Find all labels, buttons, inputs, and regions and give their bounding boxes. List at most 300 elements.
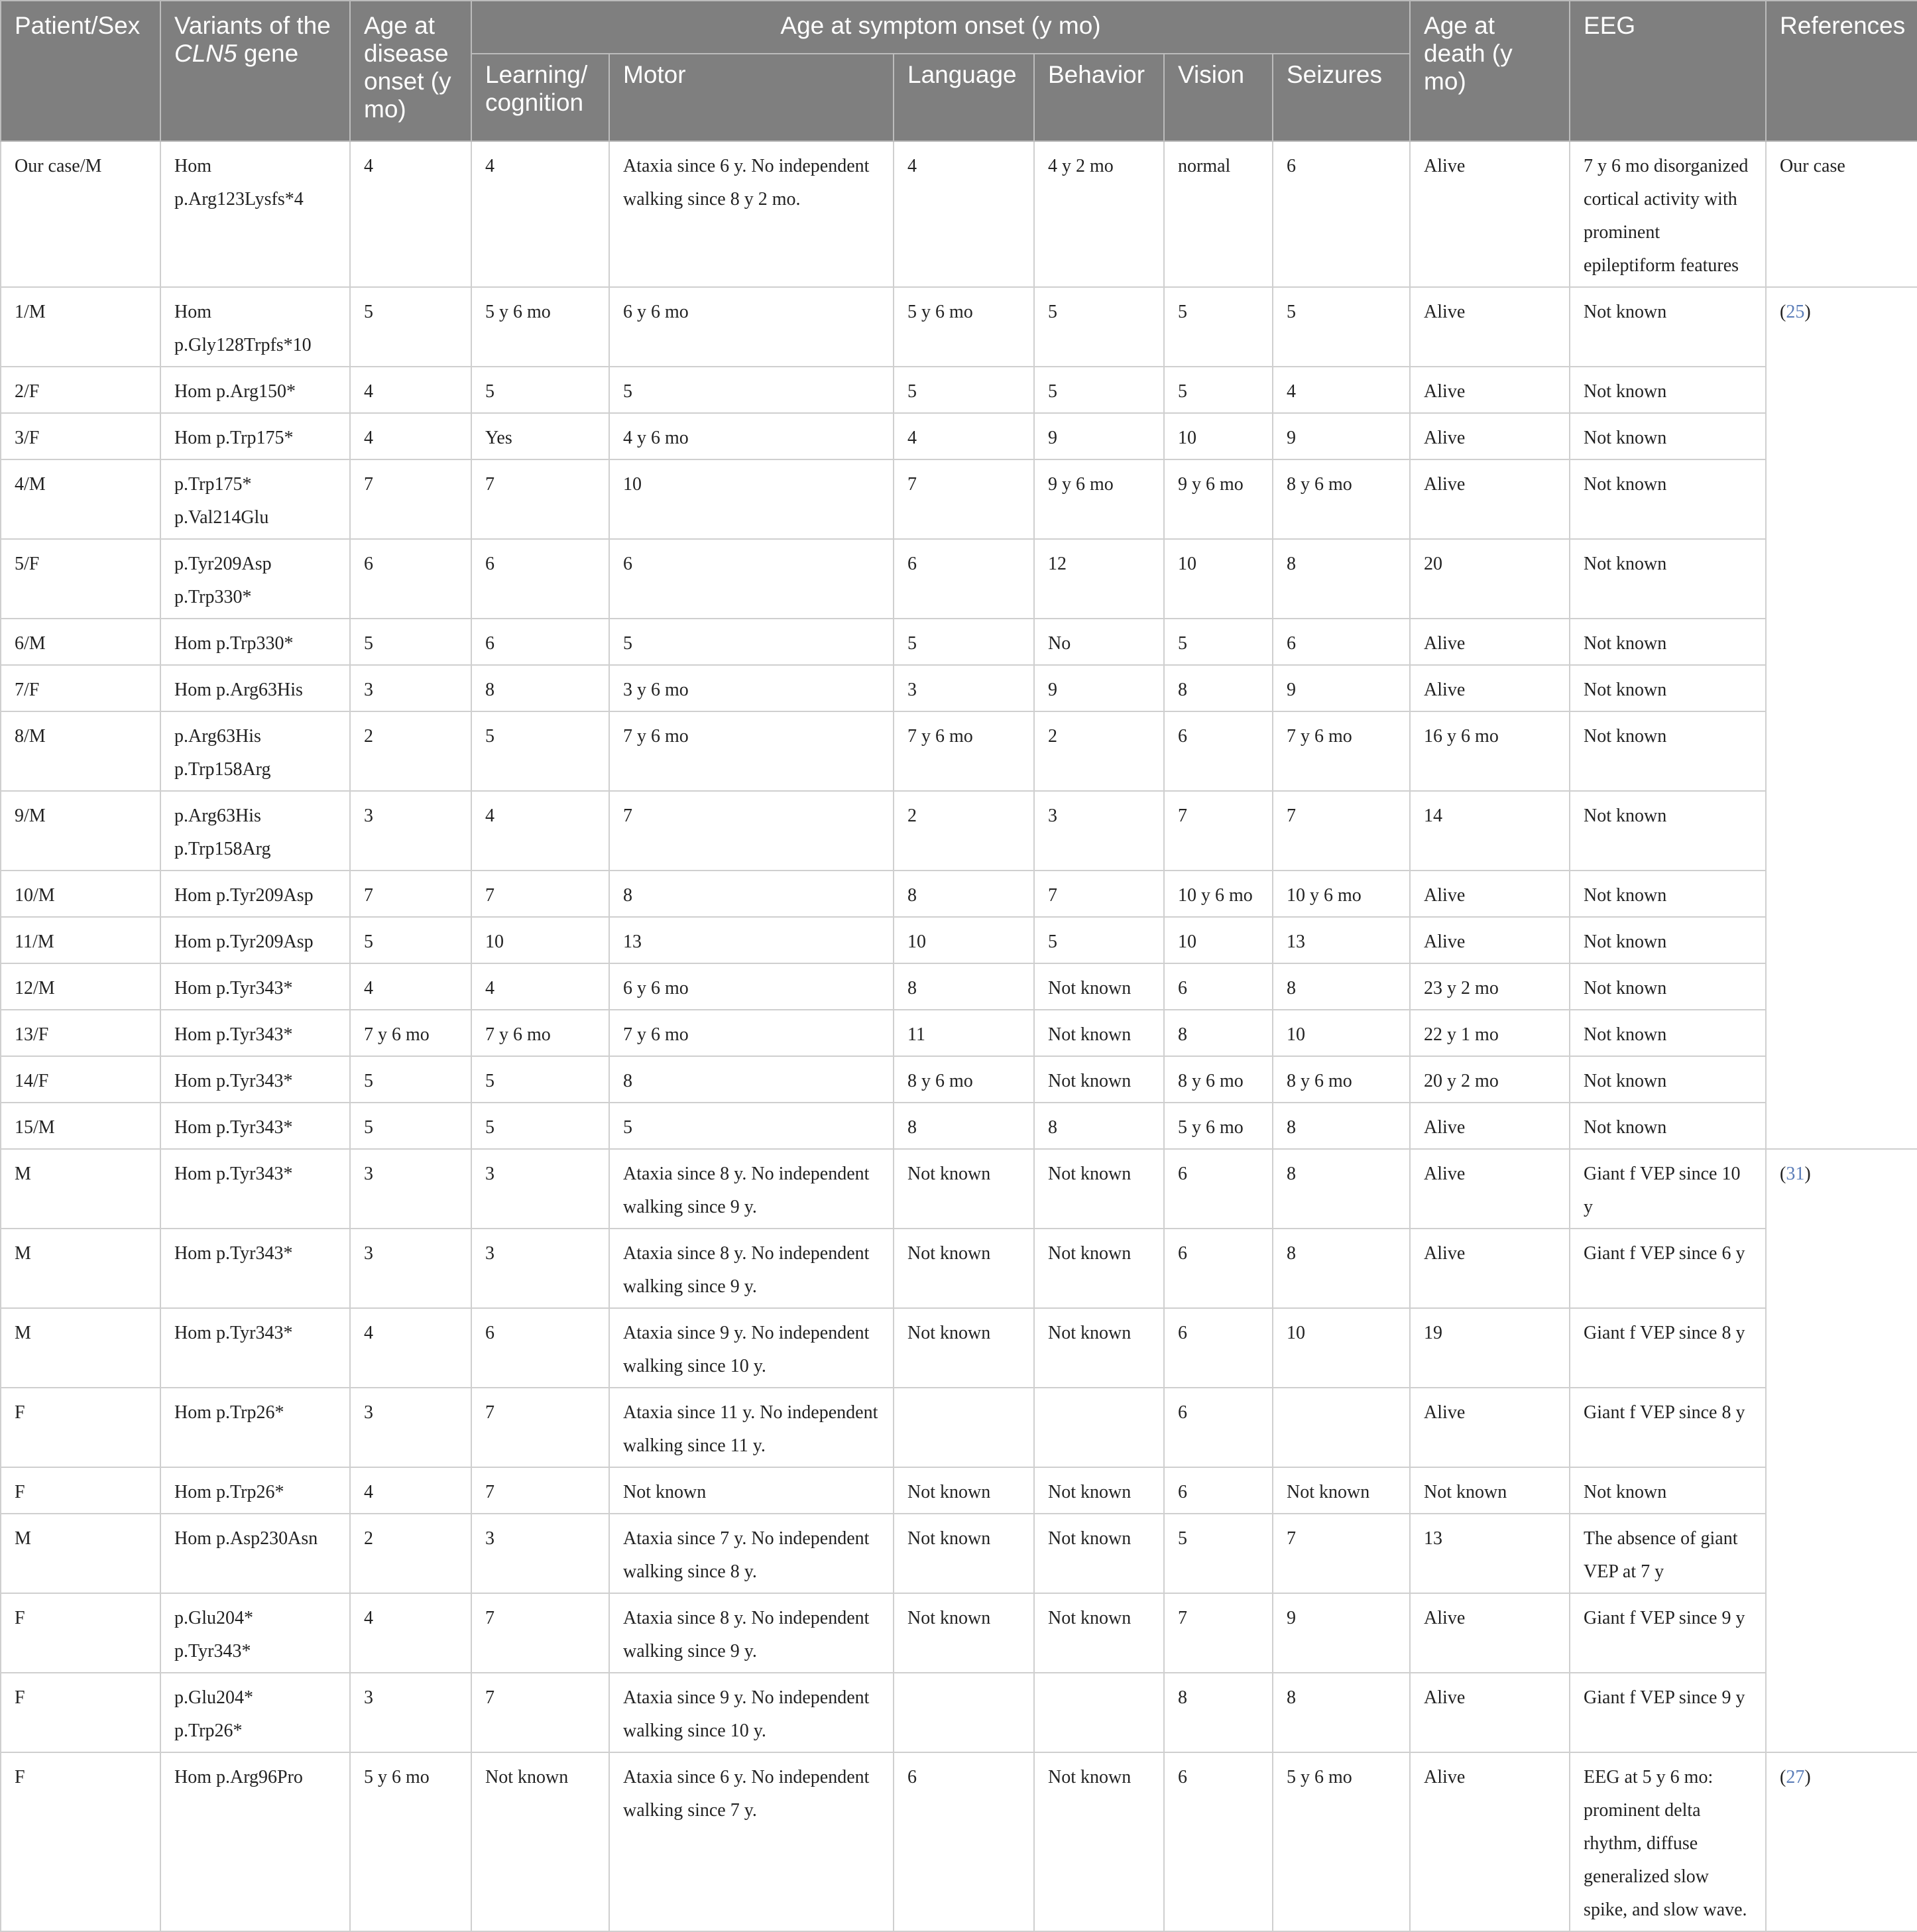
cell-age-at-death: 19 [1410, 1308, 1570, 1388]
cell-disease-onset: 5 [350, 917, 471, 963]
cell-references [1766, 287, 1917, 1149]
cell-motor: 5 [609, 619, 894, 665]
cell-eeg: Giant f VEP since 9 y [1570, 1673, 1766, 1752]
cell-learning: 10 [471, 917, 609, 963]
cell-patient-sex: 13/F [1, 1010, 160, 1056]
table-row [1, 1229, 1917, 1308]
cell-patient-sex: M [1, 1149, 160, 1229]
cell-behavior: 4 y 2 mo [1034, 141, 1164, 287]
cell-behavior: 12 [1034, 539, 1164, 619]
variant-line: p.Glu204* [174, 1608, 253, 1628]
cell-disease-onset: 6 [350, 539, 471, 619]
cell-seizures: 5 [1273, 287, 1410, 367]
cell-language: 8 y 6 mo [894, 1056, 1034, 1103]
reference-open-paren: ( [1780, 1164, 1786, 1184]
table-row [1, 1752, 1917, 1931]
cell-motor: Ataxia since 9 y. No independent walking since 10 y. [609, 1673, 894, 1752]
table-row [1, 413, 1917, 459]
cell-variants [160, 141, 350, 287]
cell-behavior [1034, 1388, 1164, 1467]
cell-patient-sex: F [1, 1673, 160, 1752]
table-row [1, 665, 1917, 711]
cell-vision: 9 y 6 mo [1164, 459, 1273, 539]
cell-learning: 3 [471, 1514, 609, 1593]
cell-variants [160, 619, 350, 665]
cell-eeg: Giant f VEP since 9 y [1570, 1593, 1766, 1673]
cell-behavior: Not known [1034, 1467, 1164, 1514]
cell-variants [160, 1752, 350, 1931]
cell-age-at-death: Alive [1410, 1103, 1570, 1149]
cell-language: 5 y 6 mo [894, 287, 1034, 367]
variant-line: Hom p.Arg96Pro [174, 1767, 303, 1787]
cell-behavior: 9 [1034, 665, 1164, 711]
cell-age-at-death: 20 y 2 mo [1410, 1056, 1570, 1103]
cell-vision: 6 [1164, 711, 1273, 791]
variant-line: Hom p.Tyr343* [174, 1024, 293, 1045]
cell-seizures: 7 [1273, 1514, 1410, 1593]
cell-eeg: 7 y 6 mo disorganized cortical activity with prominent epileptiform features [1570, 141, 1766, 287]
cell-motor: 7 y 6 mo [609, 1010, 894, 1056]
cell-language: 6 [894, 539, 1034, 619]
cell-age-at-death: Alive [1410, 917, 1570, 963]
cell-variants [160, 711, 350, 791]
cell-language: 5 [894, 367, 1034, 413]
variant-line: Hom p.Arg63His [174, 680, 303, 700]
cell-vision: 5 [1164, 1514, 1273, 1593]
cell-learning: 7 [471, 1593, 609, 1673]
cell-seizures: 9 [1273, 413, 1410, 459]
cell-motor: 10 [609, 459, 894, 539]
cell-patient-sex: M [1, 1308, 160, 1388]
cell-vision: 5 [1164, 367, 1273, 413]
table-row [1, 917, 1917, 963]
cell-seizures: 8 [1273, 1229, 1410, 1308]
cell-disease-onset: 3 [350, 665, 471, 711]
cell-language [894, 1388, 1034, 1467]
cell-patient-sex: F [1, 1467, 160, 1514]
cell-motor: 8 [609, 871, 894, 917]
cell-disease-onset: 4 [350, 963, 471, 1010]
cell-language: 8 [894, 871, 1034, 917]
cell-motor: Ataxia since 11 y. No independent walking since 11 y. [609, 1388, 894, 1467]
cell-behavior: 5 [1034, 367, 1164, 413]
table-row [1, 619, 1917, 665]
cell-age-at-death: Alive [1410, 1752, 1570, 1931]
cell-variants [160, 1149, 350, 1229]
cell-vision: 5 [1164, 287, 1273, 367]
cell-eeg: Not known [1570, 459, 1766, 539]
variant-line: Hom p.Trp175* [174, 428, 294, 448]
cell-disease-onset: 2 [350, 1514, 471, 1593]
cell-variants [160, 791, 350, 871]
cell-eeg: Giant f VEP since 8 y [1570, 1388, 1766, 1467]
cell-age-at-death: Alive [1410, 1149, 1570, 1229]
reference-link[interactable]: 25 [1786, 302, 1805, 322]
cell-language: Not known [894, 1467, 1034, 1514]
cell-behavior: Not known [1034, 1149, 1164, 1229]
reference-close-paren: ) [1804, 1164, 1811, 1184]
header-seizures: Seizures [1273, 54, 1410, 141]
cell-seizures: Not known [1273, 1467, 1410, 1514]
cell-age-at-death: Alive [1410, 141, 1570, 287]
cell-patient-sex: M [1, 1229, 160, 1308]
cell-disease-onset: 5 [350, 619, 471, 665]
cell-language: 5 [894, 619, 1034, 665]
table-row [1, 871, 1917, 917]
cell-disease-onset: 5 [350, 1103, 471, 1149]
cell-seizures: 7 y 6 mo [1273, 711, 1410, 791]
variant-line: p.Gly128Trpfs*10 [174, 335, 312, 355]
cell-age-at-death: Alive [1410, 665, 1570, 711]
header-references: References [1766, 1, 1917, 141]
table-row [1, 539, 1917, 619]
cell-motor: 5 [609, 367, 894, 413]
cell-variants [160, 1229, 350, 1308]
cell-seizures: 10 [1273, 1308, 1410, 1388]
cell-behavior: 5 [1034, 917, 1164, 963]
header-age-symptom-onset: Age at symptom onset (y mo) [471, 1, 1410, 54]
cell-eeg: Not known [1570, 963, 1766, 1010]
cell-eeg: Not known [1570, 367, 1766, 413]
cell-behavior: Not known [1034, 1514, 1164, 1593]
cell-motor: 3 y 6 mo [609, 665, 894, 711]
cell-disease-onset: 3 [350, 1149, 471, 1229]
cell-language: 10 [894, 917, 1034, 963]
cell-learning: 4 [471, 963, 609, 1010]
cell-learning: 5 [471, 711, 609, 791]
cell-motor: Ataxia since 8 y. No independent walking since 9 y. [609, 1593, 894, 1673]
cell-vision: 5 [1164, 619, 1273, 665]
cell-learning: 7 [471, 871, 609, 917]
cell-patient-sex: 11/M [1, 917, 160, 963]
cell-seizures: 8 [1273, 1673, 1410, 1752]
cell-behavior: Not known [1034, 1229, 1164, 1308]
cell-patient-sex: M [1, 1514, 160, 1593]
table-row [1, 711, 1917, 791]
cell-learning: 7 [471, 459, 609, 539]
table-row [1, 1056, 1917, 1103]
cell-language: 3 [894, 665, 1034, 711]
cell-age-at-death: Alive [1410, 413, 1570, 459]
cell-patient-sex: 15/M [1, 1103, 160, 1149]
reference-text: Our case [1780, 156, 1845, 176]
variant-line: p.Arg63His [174, 806, 261, 826]
cell-disease-onset: 5 [350, 1056, 471, 1103]
reference-link[interactable]: 27 [1786, 1767, 1805, 1787]
cell-motor: 6 y 6 mo [609, 963, 894, 1010]
table-row [1, 963, 1917, 1010]
cell-variants [160, 1673, 350, 1752]
cell-age-at-death: Alive [1410, 619, 1570, 665]
table-row [1, 1514, 1917, 1593]
cell-variants [160, 1593, 350, 1673]
cell-age-at-death: 22 y 1 mo [1410, 1010, 1570, 1056]
cell-vision: 7 [1164, 791, 1273, 871]
cell-behavior: Not known [1034, 1593, 1164, 1673]
variant-line: Hom p.Tyr343* [174, 1117, 293, 1138]
cell-behavior: 9 y 6 mo [1034, 459, 1164, 539]
header-variants-gene: CLN5 [174, 40, 237, 67]
cell-seizures [1273, 1388, 1410, 1467]
cell-language [894, 1673, 1034, 1752]
cell-age-at-death: Alive [1410, 1388, 1570, 1467]
cell-patient-sex: 1/M [1, 287, 160, 367]
cell-seizures: 7 [1273, 791, 1410, 871]
cell-language: Not known [894, 1593, 1034, 1673]
cell-eeg: Giant f VEP since 8 y [1570, 1308, 1766, 1388]
table-row [1, 1010, 1917, 1056]
cell-patient-sex: F [1, 1388, 160, 1467]
cell-vision: 6 [1164, 1308, 1273, 1388]
cell-age-at-death: 14 [1410, 791, 1570, 871]
cell-variants [160, 963, 350, 1010]
cell-learning: 5 y 6 mo [471, 287, 609, 367]
variant-line: Hom p.Tyr343* [174, 1071, 293, 1091]
reference-link[interactable]: 31 [1786, 1164, 1805, 1184]
table-header [1, 1, 1917, 141]
cell-patient-sex: F [1, 1593, 160, 1673]
cell-age-at-death: Alive [1410, 367, 1570, 413]
cell-variants [160, 1056, 350, 1103]
cell-language: 7 [894, 459, 1034, 539]
cell-eeg: Giant f VEP since 6 y [1570, 1229, 1766, 1308]
cell-learning: 5 [471, 1056, 609, 1103]
cell-vision: 7 [1164, 1593, 1273, 1673]
header-motor: Motor [609, 54, 894, 141]
cell-motor: 8 [609, 1056, 894, 1103]
cell-seizures: 9 [1273, 1593, 1410, 1673]
cell-patient-sex: 8/M [1, 711, 160, 791]
cell-seizures: 8 [1273, 1103, 1410, 1149]
cell-disease-onset: 5 y 6 mo [350, 1752, 471, 1931]
cell-age-at-death: Not known [1410, 1467, 1570, 1514]
cell-language: 4 [894, 413, 1034, 459]
variant-line: p.Val214Glu [174, 507, 269, 528]
cell-language: Not known [894, 1229, 1034, 1308]
cell-seizures: 8 y 6 mo [1273, 459, 1410, 539]
cell-seizures: 8 [1273, 1149, 1410, 1229]
cell-patient-sex: 9/M [1, 791, 160, 871]
cell-vision: 10 y 6 mo [1164, 871, 1273, 917]
cell-motor: 6 [609, 539, 894, 619]
cell-motor: 7 y 6 mo [609, 711, 894, 791]
header-vision: Vision [1164, 54, 1273, 141]
cell-learning: 6 [471, 539, 609, 619]
cell-variants [160, 1388, 350, 1467]
cell-disease-onset: 7 [350, 871, 471, 917]
cell-variants [160, 413, 350, 459]
variant-line: Hom p.Tyr343* [174, 1164, 293, 1184]
cell-learning: 4 [471, 791, 609, 871]
cell-variants [160, 1010, 350, 1056]
cell-disease-onset: 2 [350, 711, 471, 791]
cell-seizures: 6 [1273, 619, 1410, 665]
cell-disease-onset: 7 [350, 459, 471, 539]
cell-patient-sex: 7/F [1, 665, 160, 711]
variant-line: p.Trp330* [174, 587, 252, 607]
variant-line: p.Arg63His [174, 726, 261, 747]
cell-disease-onset: 3 [350, 1388, 471, 1467]
cell-variants [160, 1514, 350, 1593]
cell-learning: Not known [471, 1752, 609, 1931]
cell-eeg: Not known [1570, 413, 1766, 459]
cell-motor: 7 [609, 791, 894, 871]
header-behavior: Behavior [1034, 54, 1164, 141]
cell-eeg: Not known [1570, 871, 1766, 917]
variant-line: p.Trp26* [174, 1721, 243, 1741]
reference-close-paren: ) [1804, 1767, 1811, 1787]
table-row [1, 791, 1917, 871]
cell-patient-sex: 4/M [1, 459, 160, 539]
variant-line: p.Trp158Arg [174, 759, 271, 780]
cell-patient-sex: 2/F [1, 367, 160, 413]
variant-line: p.Trp158Arg [174, 839, 271, 859]
table-row [1, 1673, 1917, 1752]
cell-references [1766, 141, 1917, 287]
cell-learning: Yes [471, 413, 609, 459]
cell-language: 6 [894, 1752, 1034, 1931]
cell-disease-onset: 3 [350, 1229, 471, 1308]
cell-disease-onset: 4 [350, 1308, 471, 1388]
cell-age-at-death: Alive [1410, 871, 1570, 917]
cell-seizures: 9 [1273, 665, 1410, 711]
cell-age-at-death: Alive [1410, 1673, 1570, 1752]
cell-variants [160, 871, 350, 917]
cell-references [1766, 1752, 1917, 1931]
cell-vision: 6 [1164, 1229, 1273, 1308]
header-language: Language [894, 54, 1034, 141]
variant-line: Hom p.Trp26* [174, 1482, 284, 1502]
cell-motor: 4 y 6 mo [609, 413, 894, 459]
cell-age-at-death: 16 y 6 mo [1410, 711, 1570, 791]
cell-vision: 8 [1164, 1010, 1273, 1056]
cell-patient-sex: 12/M [1, 963, 160, 1010]
cell-language: Not known [894, 1149, 1034, 1229]
cell-learning: 7 [471, 1673, 609, 1752]
variant-line: Hom p.Tyr343* [174, 1243, 293, 1264]
cell-vision: 8 y 6 mo [1164, 1056, 1273, 1103]
header-patient-sex: Patient/Sex [1, 1, 160, 141]
cell-language: 8 [894, 963, 1034, 1010]
table-row [1, 141, 1917, 287]
cell-vision: normal [1164, 141, 1273, 287]
cell-age-at-death: Alive [1410, 287, 1570, 367]
cell-behavior: 2 [1034, 711, 1164, 791]
cell-seizures: 5 y 6 mo [1273, 1752, 1410, 1931]
variant-line: Hom p.Tyr343* [174, 978, 293, 998]
cell-learning: 4 [471, 141, 609, 287]
cell-seizures: 4 [1273, 367, 1410, 413]
table-row [1, 367, 1917, 413]
cell-learning: 7 [471, 1467, 609, 1514]
cell-eeg: Not known [1570, 1103, 1766, 1149]
cell-vision: 8 [1164, 1673, 1273, 1752]
header-variants [160, 1, 350, 141]
cell-variants [160, 367, 350, 413]
cell-variants [160, 917, 350, 963]
cell-eeg: Not known [1570, 711, 1766, 791]
cell-eeg: Not known [1570, 1056, 1766, 1103]
cell-vision: 10 [1164, 917, 1273, 963]
cell-language: 7 y 6 mo [894, 711, 1034, 791]
header-age-at-death: Age at death (y mo) [1410, 1, 1570, 141]
cell-disease-onset: 3 [350, 791, 471, 871]
cell-motor: 6 y 6 mo [609, 287, 894, 367]
cell-behavior: Not known [1034, 1056, 1164, 1103]
cell-learning: 3 [471, 1229, 609, 1308]
cell-variants [160, 665, 350, 711]
cell-vision: 10 [1164, 413, 1273, 459]
cell-variants [160, 1467, 350, 1514]
cell-disease-onset: 4 [350, 141, 471, 287]
cell-eeg: EEG at 5 y 6 mo: prominent delta rhythm, diffuse generalized slow spike, and slow wave. [1570, 1752, 1766, 1931]
variant-line: Hom p.Tyr343* [174, 1323, 293, 1343]
cell-language: Not known [894, 1514, 1034, 1593]
variant-line: p.Tyr343* [174, 1641, 251, 1661]
cell-vision: 8 [1164, 665, 1273, 711]
cell-vision: 6 [1164, 1149, 1273, 1229]
variant-line: p.Glu204* [174, 1687, 253, 1708]
table-row [1, 1467, 1917, 1514]
cell-patient-sex: F [1, 1752, 160, 1931]
cell-language: 4 [894, 141, 1034, 287]
table-row [1, 1149, 1917, 1229]
cell-eeg: Not known [1570, 619, 1766, 665]
cell-disease-onset: 3 [350, 1673, 471, 1752]
header-age-disease-onset: Age at disease onset (y mo) [350, 1, 471, 141]
cell-learning: 6 [471, 619, 609, 665]
cell-motor: 13 [609, 917, 894, 963]
reference-open-paren: ( [1780, 302, 1786, 322]
variant-line: Hom [174, 156, 211, 176]
variant-line: p.Trp175* [174, 474, 252, 495]
cell-eeg: Not known [1570, 665, 1766, 711]
cell-age-at-death: Alive [1410, 459, 1570, 539]
cell-motor: Ataxia since 7 y. No independent walking since 8 y. [609, 1514, 894, 1593]
cell-patient-sex: 10/M [1, 871, 160, 917]
variant-line: Hom p.Asp230Asn [174, 1528, 318, 1549]
cell-references [1766, 1149, 1917, 1752]
cell-language: Not known [894, 1308, 1034, 1388]
variant-line: Hom p.Trp26* [174, 1402, 284, 1423]
cell-eeg: Not known [1570, 287, 1766, 367]
cell-language: 11 [894, 1010, 1034, 1056]
cell-patient-sex: Our case/M [1, 141, 160, 287]
cell-vision: 10 [1164, 539, 1273, 619]
header-eeg: EEG [1570, 1, 1766, 141]
cell-eeg: Not known [1570, 1467, 1766, 1514]
cell-patient-sex: 3/F [1, 413, 160, 459]
cell-vision: 6 [1164, 1388, 1273, 1467]
cell-disease-onset: 4 [350, 413, 471, 459]
table-row [1, 287, 1917, 367]
cell-age-at-death: Alive [1410, 1229, 1570, 1308]
cell-behavior: 9 [1034, 413, 1164, 459]
cell-eeg: Not known [1570, 539, 1766, 619]
table-body [1, 141, 1917, 1931]
cell-eeg: The absence of giant VEP at 7 y [1570, 1514, 1766, 1593]
cell-learning: 6 [471, 1308, 609, 1388]
variant-line: Hom p.Trp330* [174, 633, 294, 654]
variant-line: p.Tyr209Asp [174, 554, 272, 574]
cell-variants [160, 539, 350, 619]
cell-eeg: Giant f VEP since 10 y [1570, 1149, 1766, 1229]
cell-learning: 7 y 6 mo [471, 1010, 609, 1056]
cell-disease-onset: 5 [350, 287, 471, 367]
table-row [1, 1388, 1917, 1467]
cell-motor: Ataxia since 9 y. No independent walking since 10 y. [609, 1308, 894, 1388]
cell-seizures: 10 [1273, 1010, 1410, 1056]
